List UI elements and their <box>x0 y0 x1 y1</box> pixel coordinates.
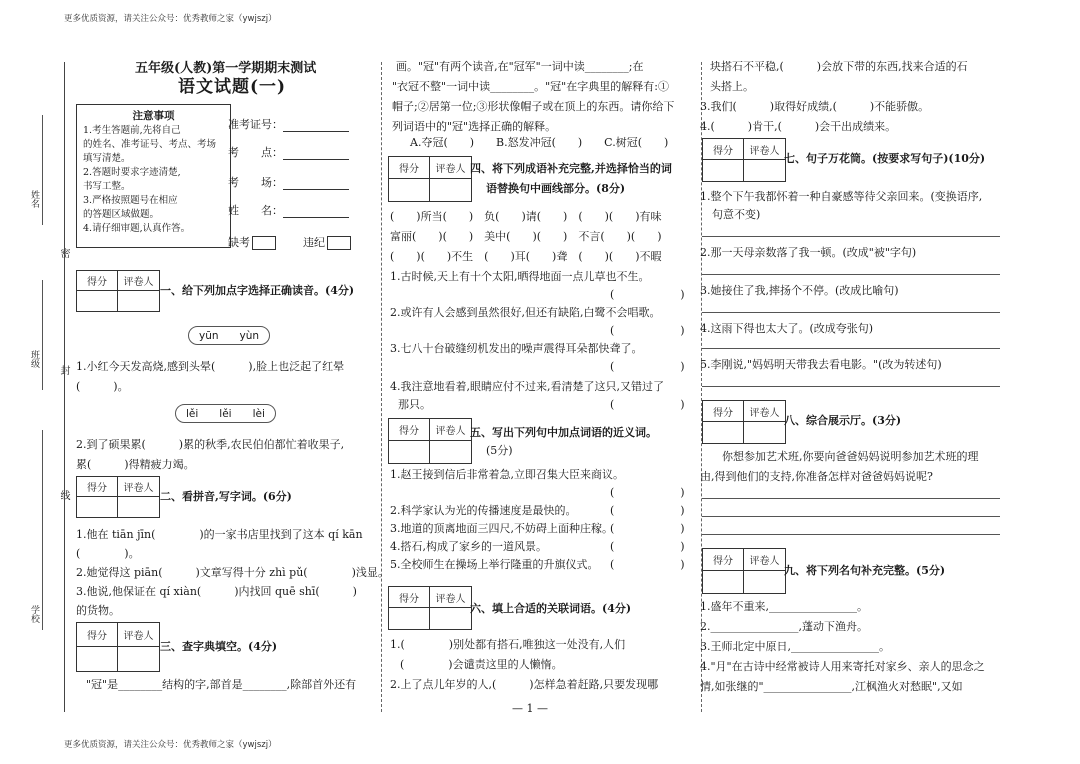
score-cell: 得分 <box>77 623 118 647</box>
c2-l1: 画。"冠"有两个读音,在"冠军"一词中读________;在 <box>396 60 644 73</box>
q1-2b: 累( )得精疲力竭。 <box>76 458 195 471</box>
answer-paren: ( ) <box>610 288 685 301</box>
q7-b4: 4.这雨下得也太大了。(改成夸张句) <box>700 322 874 335</box>
c3-a2: 头搭上。 <box>710 80 754 93</box>
q4-s2: 2.或许有人会感到虽然很好,但还有缺陷,白鹭不会唱歌。 <box>390 306 661 319</box>
exam-no-label: 准考证号： <box>228 118 283 131</box>
q2-3a: 3.他说,他保证在 qí xiàn( )内找回 quē shī( ) <box>76 585 357 598</box>
q9-e2: 2.________________,蓬动下渔舟。 <box>700 620 868 633</box>
q4-heading-b: 语替换句中画线部分。(8分) <box>486 182 626 195</box>
grader-cell: 评卷人 <box>744 549 785 571</box>
c2-l4: 列词语中的"冠"选择正确的解释。 <box>392 120 557 133</box>
q1-heading: 一、给下列加点字选择正确读音。(4分) <box>160 284 355 297</box>
violation-label: 违纪 <box>303 236 325 249</box>
q6-g2: 2.上了点儿年岁的人,( )怎样急着赶路,只要发现哪 <box>390 678 659 691</box>
notice-line: 2.答题时要求字迹清楚, <box>83 167 181 178</box>
grader-cell: 评卷人 <box>118 271 159 291</box>
q5-c3: 3.地道的顶离地面三四尺,不妨碍上面种庄稼。 <box>390 522 613 535</box>
absent-field[interactable] <box>228 234 276 250</box>
exam-subtitle: 语文试题(一) <box>178 77 287 97</box>
q4-s4a: 4.我注意地看着,眼睛应付不过来,看清楚了这只,又错过了 <box>390 380 664 393</box>
site-field[interactable] <box>228 144 349 160</box>
answer-paren: ( ) <box>610 360 685 373</box>
q7-b5: 5.李刚说,"妈妈明天带我去看电影。"(改为转述句) <box>700 358 942 371</box>
score-box-7 <box>702 138 786 182</box>
score-cell: 得分 <box>77 477 118 497</box>
answer-line[interactable] <box>702 236 1000 237</box>
side-line-school <box>42 430 43 630</box>
side-name-label: 姓名 <box>29 190 39 208</box>
q4-s1: 1.古时候,天上有十个太阳,晒得地面一点儿草也不生。 <box>390 270 650 283</box>
q5-c2: 2.科学家认为光的传播速度是最快的。 <box>390 504 577 517</box>
q1-1b: ( )。 <box>76 380 129 393</box>
answer-paren: ( ) <box>610 324 685 337</box>
q5-c1: 1.赵王接到信后非常着急,立即召集大臣来商议。 <box>390 468 624 481</box>
answer-paren: ( ) <box>610 504 685 517</box>
q5-heading-a: 五、写出下列句中加点词语的近义词。 <box>470 426 657 439</box>
answer-paren: ( ) <box>610 540 685 553</box>
answer-line[interactable] <box>702 534 1000 535</box>
q1-1a: 1.小红今天发高烧,感到头晕( ),脸上也泛起了红晕 <box>76 360 345 373</box>
room-field[interactable] <box>228 174 349 190</box>
q7-b1a: 1.整个下午我都怀着一种自豪感等待父亲回来。(变换语序, <box>700 190 983 203</box>
answer-line[interactable] <box>702 312 1000 313</box>
exam-title: 五年级(人教)第一学期期末测试 <box>135 61 317 76</box>
score-cell: 得分 <box>389 157 430 179</box>
answer-line[interactable] <box>702 498 1000 499</box>
c2-l5: A.夺冠( ) B.怒发冲冠( ) C.树冠( ) <box>410 136 669 149</box>
q1-2a: 2.到了硕果累( )累的秋季,农民伯伯都忙着收果子, <box>76 438 345 451</box>
q9-heading: 九、将下列名句补充完整。(5分) <box>784 564 946 577</box>
notice-line: 的答题区域做题。 <box>83 209 160 220</box>
header-note: 更多优质资源，请关注公众号：优秀教师之家（ywjszj） <box>64 14 277 24</box>
q6-heading: 六、填上合适的关联词语。(4分) <box>470 602 632 615</box>
score-box-3 <box>76 622 160 672</box>
pinyin-yun: yūn yùn <box>188 326 270 345</box>
q4-s3: 3.七八十台破缝纫机发出的噪声震得耳朵都快聋了。 <box>390 342 643 355</box>
answer-paren: ( ) <box>610 522 685 535</box>
q8-heading: 八、综合展示厅。(3分) <box>784 414 902 427</box>
score-cell: 得分 <box>389 419 430 441</box>
binding-rule <box>64 62 65 712</box>
q9-e4b: 情,如张继的"________________,江枫渔火对愁眠",又如 <box>700 680 963 693</box>
q7-b2: 2.那一天母亲数落了我一顿。(改成"被"字句) <box>700 246 917 259</box>
q3-a: "冠"是________结构的字,部首是________,除部首外还有 <box>86 678 357 691</box>
q2-1b: ( )。 <box>76 547 140 560</box>
q5-heading-b: (5分) <box>486 444 513 457</box>
score-box-9 <box>702 548 786 594</box>
score-box-4 <box>388 156 472 202</box>
c2-l3: 帽子;②居第一位;③形状像帽子或在顶上的东西。请你给下 <box>392 100 675 113</box>
grader-cell: 评卷人 <box>430 157 471 179</box>
grader-cell: 评卷人 <box>430 419 471 441</box>
notice-line: 填写清楚。 <box>83 153 131 164</box>
answer-paren: ( ) <box>610 558 685 571</box>
grader-cell: 评卷人 <box>430 587 471 608</box>
score-cell: 得分 <box>703 139 744 160</box>
c3-a4: 4.( )肯干,( )会干出成绩来。 <box>700 120 897 133</box>
score-box-8 <box>702 400 786 444</box>
score-box-2 <box>76 476 160 518</box>
column-rule-1 <box>381 62 383 712</box>
q9-e4a: 4."月"在古诗中经常被诗人用来寄托对家乡、亲人的思念之 <box>700 660 985 673</box>
exam-no-field[interactable] <box>228 116 349 132</box>
answer-paren: ( ) <box>610 398 685 411</box>
answer-paren: ( ) <box>610 486 685 499</box>
score-box-5 <box>388 418 472 464</box>
score-cell: 得分 <box>389 587 430 608</box>
q9-e3: 3.王师北定中原日,________________。 <box>700 640 890 653</box>
notice-line: 3.严格按照题号在相应 <box>83 195 178 206</box>
q8-d2: 由,得到他们的支持,你准备怎样对爸爸妈妈说呢? <box>700 470 933 483</box>
q3-heading: 三、查字典填空。(4分) <box>160 640 278 653</box>
side-school-label: 学校 <box>29 605 39 623</box>
idiom-row-2: 富丽( )( ) 美中( )( ) 不言( )( ) <box>390 230 662 243</box>
name-label: 姓 名： <box>228 204 283 217</box>
absent-label: 缺考 <box>228 236 250 249</box>
notice-line: 4.请仔细审题,认真作答。 <box>83 223 191 234</box>
notice-heading: 注意事项 <box>132 110 175 122</box>
answer-line[interactable] <box>702 274 1000 275</box>
score-cell: 得分 <box>703 401 744 422</box>
q2-2: 2.她觉得这 piān( )文章写得十分 zhì pǔ( )浅显。 <box>76 566 389 579</box>
site-label: 考 点： <box>228 146 283 159</box>
exam-page <box>20 40 1060 720</box>
answer-line[interactable] <box>702 386 1000 387</box>
side-class-label: 班级 <box>29 350 39 368</box>
q6-g1b: ( )会谴责这里的人懒惰。 <box>400 658 563 671</box>
side-line-name <box>42 115 43 225</box>
score-box-1 <box>76 270 160 312</box>
q9-e1: 1.盛年不重来,________________。 <box>700 600 868 613</box>
c3-a3: 3.我们( )取得好成绩,( )不能骄傲。 <box>700 100 930 113</box>
answer-line[interactable] <box>702 348 1000 349</box>
notice-line: 的姓名、准考证号、考点、考场 <box>83 139 217 150</box>
notice-line: 书写工整。 <box>83 181 131 192</box>
c3-a1: 块搭石不平稳,( )会放下带的东西,找来合适的石 <box>710 60 968 73</box>
pinyin-lei: lěi lěi lèi <box>175 404 276 423</box>
c2-l2: "衣冠不整"一词中读________。"冠"在字典里的解释有:① <box>392 80 669 93</box>
q7-b1b: 句意不变) <box>712 208 761 221</box>
q2-3b: 的货物。 <box>76 604 120 617</box>
notice-line: 1.考生答题前,先将自己 <box>83 125 181 136</box>
q4-s4b: 那只。 <box>398 398 431 411</box>
footer-note: 更多优质资源，请关注公众号：优秀教师之家（ywjszj） <box>64 740 277 750</box>
grader-cell: 评卷人 <box>118 623 159 647</box>
q4-heading-a: 四、将下列成语补充完整,并选择恰当的词 <box>470 162 672 175</box>
answer-line[interactable] <box>702 516 1000 517</box>
side-line-class <box>42 280 43 390</box>
score-cell: 得分 <box>77 271 118 291</box>
q6-g1a: 1.( )别处都有搭石,唯独这一处没有,人们 <box>390 638 626 651</box>
q7-heading: 七、句子万花筒。(按要求写句子)(10分) <box>784 152 986 165</box>
q2-heading: 二、看拼音,写字词。(6分) <box>160 490 292 503</box>
violation-field[interactable] <box>303 234 351 250</box>
q5-c4: 4.搭石,构成了家乡的一道风景。 <box>390 540 547 553</box>
q7-b3: 3.她接住了我,摔扬个不停。(改成比喻句) <box>700 284 899 297</box>
idiom-row-1: ( )所当( ) 负( )请( ) ( )( )有味 <box>390 210 662 223</box>
q2-1a: 1.他在 tiān jīn( )的一家书店里找到了这本 qí kān <box>76 528 363 541</box>
q8-d1: 你想参加艺术班,你要向爸爸妈妈说明参加艺术班的理 <box>700 450 979 463</box>
q5-c5: 5.全校师生在操场上举行隆重的升旗仪式。 <box>390 558 599 571</box>
grader-cell: 评卷人 <box>118 477 159 497</box>
grader-cell: 评卷人 <box>744 401 785 422</box>
idiom-row-3: ( )( )不生 ( )耳( )聋 ( )( )不暇 <box>390 250 662 263</box>
page-number: — 1 — <box>512 702 548 715</box>
notice-box <box>76 104 231 248</box>
room-label: 考 场： <box>228 176 283 189</box>
score-cell: 得分 <box>703 549 744 571</box>
grader-cell: 评卷人 <box>744 139 785 160</box>
score-box-6 <box>388 586 472 630</box>
name-field[interactable] <box>228 202 349 218</box>
